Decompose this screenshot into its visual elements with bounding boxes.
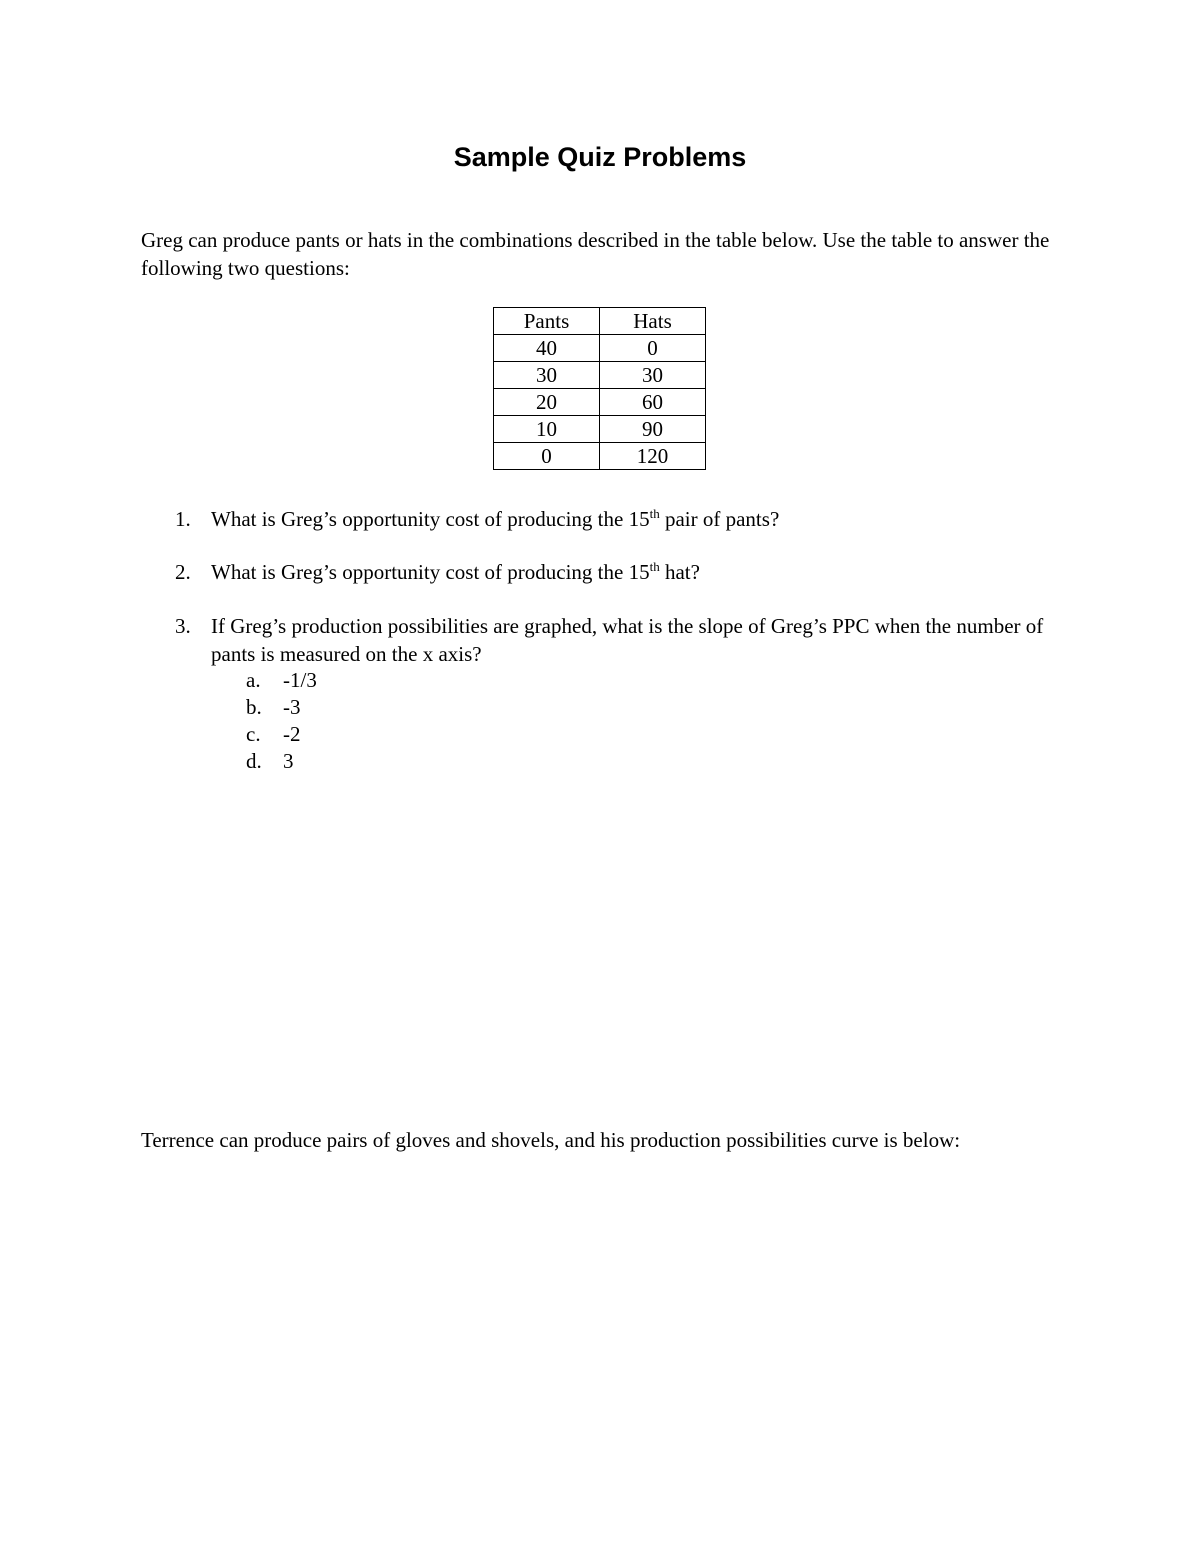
table-cell-hats: 90 — [600, 416, 706, 443]
table-cell-pants: 40 — [494, 335, 600, 362]
table-row — [494, 416, 706, 443]
table-cell-hats: 120 — [600, 443, 706, 470]
column-header-hats: Hats — [600, 308, 706, 335]
table-cell-hats: 60 — [600, 389, 706, 416]
option-value: -2 — [283, 722, 301, 746]
table-row — [494, 389, 706, 416]
page-title: Sample Quiz Problems — [453, 142, 747, 172]
column-header-pants: Pants — [494, 308, 600, 335]
terrence-intro-paragraph: Terrence can produce pairs of gloves and shovels, and his production possibilities curve is below: — [141, 1128, 961, 1152]
question-number: 2. — [175, 560, 191, 584]
table-cell-pants: 10 — [494, 416, 600, 443]
option-value: -3 — [283, 695, 301, 719]
option-letter: a. — [246, 668, 261, 692]
option-value: -1/3 — [283, 668, 317, 692]
question-number: 3. — [175, 614, 191, 638]
question-text: If Greg’s production possibilities are graphed, what is the slope of Greg’s PPC when the number of pants is measured on the x axis? — [211, 614, 1044, 666]
table-row — [494, 362, 706, 389]
table-cell-pants: 30 — [494, 362, 600, 389]
ordinal-suffix: th — [649, 559, 660, 574]
table-cell-pants: 20 — [494, 389, 600, 416]
question-text: What is Greg’s opportunity cost of producing the 15th hat? — [211, 559, 700, 584]
option-value: 3 — [283, 749, 294, 773]
question-number: 1. — [175, 507, 191, 531]
table-header-row — [494, 308, 706, 335]
option-letter: d. — [246, 749, 262, 773]
table-cell-hats: 0 — [600, 335, 706, 362]
table-row — [494, 335, 706, 362]
ordinal-suffix: th — [649, 506, 660, 521]
table-cell-pants: 0 — [494, 443, 600, 470]
production-table — [493, 307, 706, 470]
table-row — [494, 443, 706, 470]
table-cell-hats: 30 — [600, 362, 706, 389]
option-letter: c. — [246, 722, 261, 746]
question-text: What is Greg’s opportunity cost of producing the 15th pair of pants? — [211, 506, 780, 531]
option-letter: b. — [246, 695, 262, 719]
greg-intro-paragraph: Greg can produce pants or hats in the combinations described in the table below. Use the table to answer the following two questions: — [141, 228, 1050, 280]
